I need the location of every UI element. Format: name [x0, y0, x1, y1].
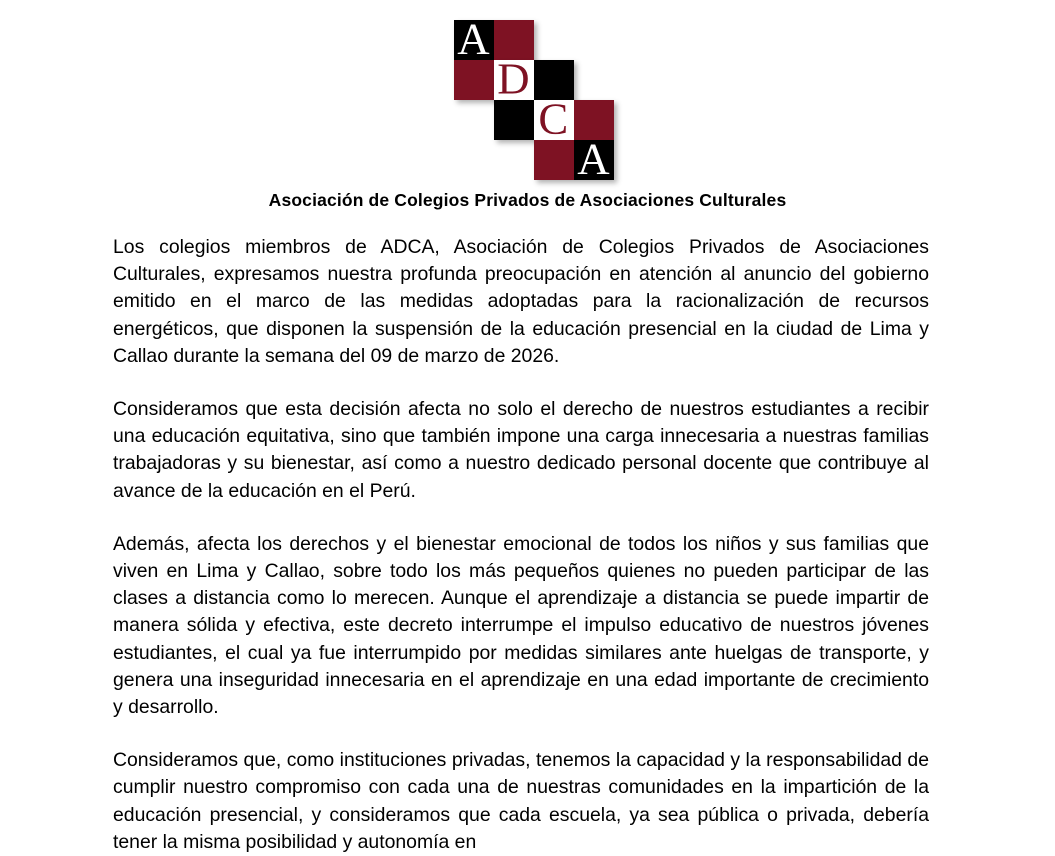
logo-cell-a-black: [454, 20, 494, 60]
paragraph: Consideramos que esta decisión afecta no solo el derecho de nuestros estudiantes a recibir una educación equitativa, sino que también impone una carga innecesaria a nuestras familias trabajadoras y su bienestar, así como a nuestro dedicado personal docente que contribuye al avance de la educación en el Perú.: [113, 398, 929, 502]
logo-cell-red-2: [454, 60, 494, 100]
logo-cell-red-3: [574, 100, 614, 140]
logo-container: [0, 14, 1055, 180]
logo-cell-black-2: [494, 100, 534, 140]
document-heading: Asociación de Colegios Privados de Asociaciones Culturales: [268, 190, 787, 210]
logo-block-bottom: [534, 100, 614, 180]
logo-cell-d-white: [494, 60, 534, 100]
logo-cell-a-black-2: [574, 140, 614, 180]
logo-cell-red-1: [494, 20, 534, 60]
document-body: [113, 234, 929, 856]
logo-letter-c: C: [538, 100, 569, 140]
logo-cell-red-4: [534, 140, 574, 180]
logo-letter-a-1: A: [457, 20, 490, 60]
logo-letter-d: D: [497, 60, 530, 100]
logo-letter-a-2: A: [577, 140, 610, 180]
paragraph: Los colegios miembros de ADCA, Asociación de Colegios Privados de Asociaciones Culturales, expresamos nuestra profunda preocupación en atención al anuncio del gobierno emitido en el marco de las medidas adoptadas para la racionalización de recursos energéticos, que disponen la suspensión de la educación presencial en la ciudad de Lima y Callao durante la semana del 09 de marzo de 2026.: [113, 236, 929, 367]
logo-cell-black-1: [534, 60, 574, 100]
paragraph: Además, afecta los derechos y el bienestar emocional de todos los niños y sus familias que viven en Lima y Callao, sobre todo los más pequeños quienes no pueden participar de las clases a distancia como lo merecen. Aunque el aprendizaje a distancia se puede impartir de manera sólida y efectiva, este decreto interrumpe el impulso educativo de nuestros jóvenes estudiantes, el cual ya fue interrumpido por medidas similares ante huelgas de transporte, y genera una inseguridad innecesaria en el aprendizaje en una edad importante de crecimiento y desarrollo.: [113, 532, 929, 719]
paragraph: Consideramos que, como instituciones privadas, tenemos la capacidad y la responsabilidad de cumplir nuestro compromiso con cada una de nuestras comunidades en la impartición de la educación presencial, y consideramos que cada escuela, ya sea pública o privada, debería tener la misma posibilidad y autonomía en: [113, 749, 929, 853]
adca-logo: [442, 14, 614, 180]
logo-cell-c-white: [534, 100, 574, 140]
